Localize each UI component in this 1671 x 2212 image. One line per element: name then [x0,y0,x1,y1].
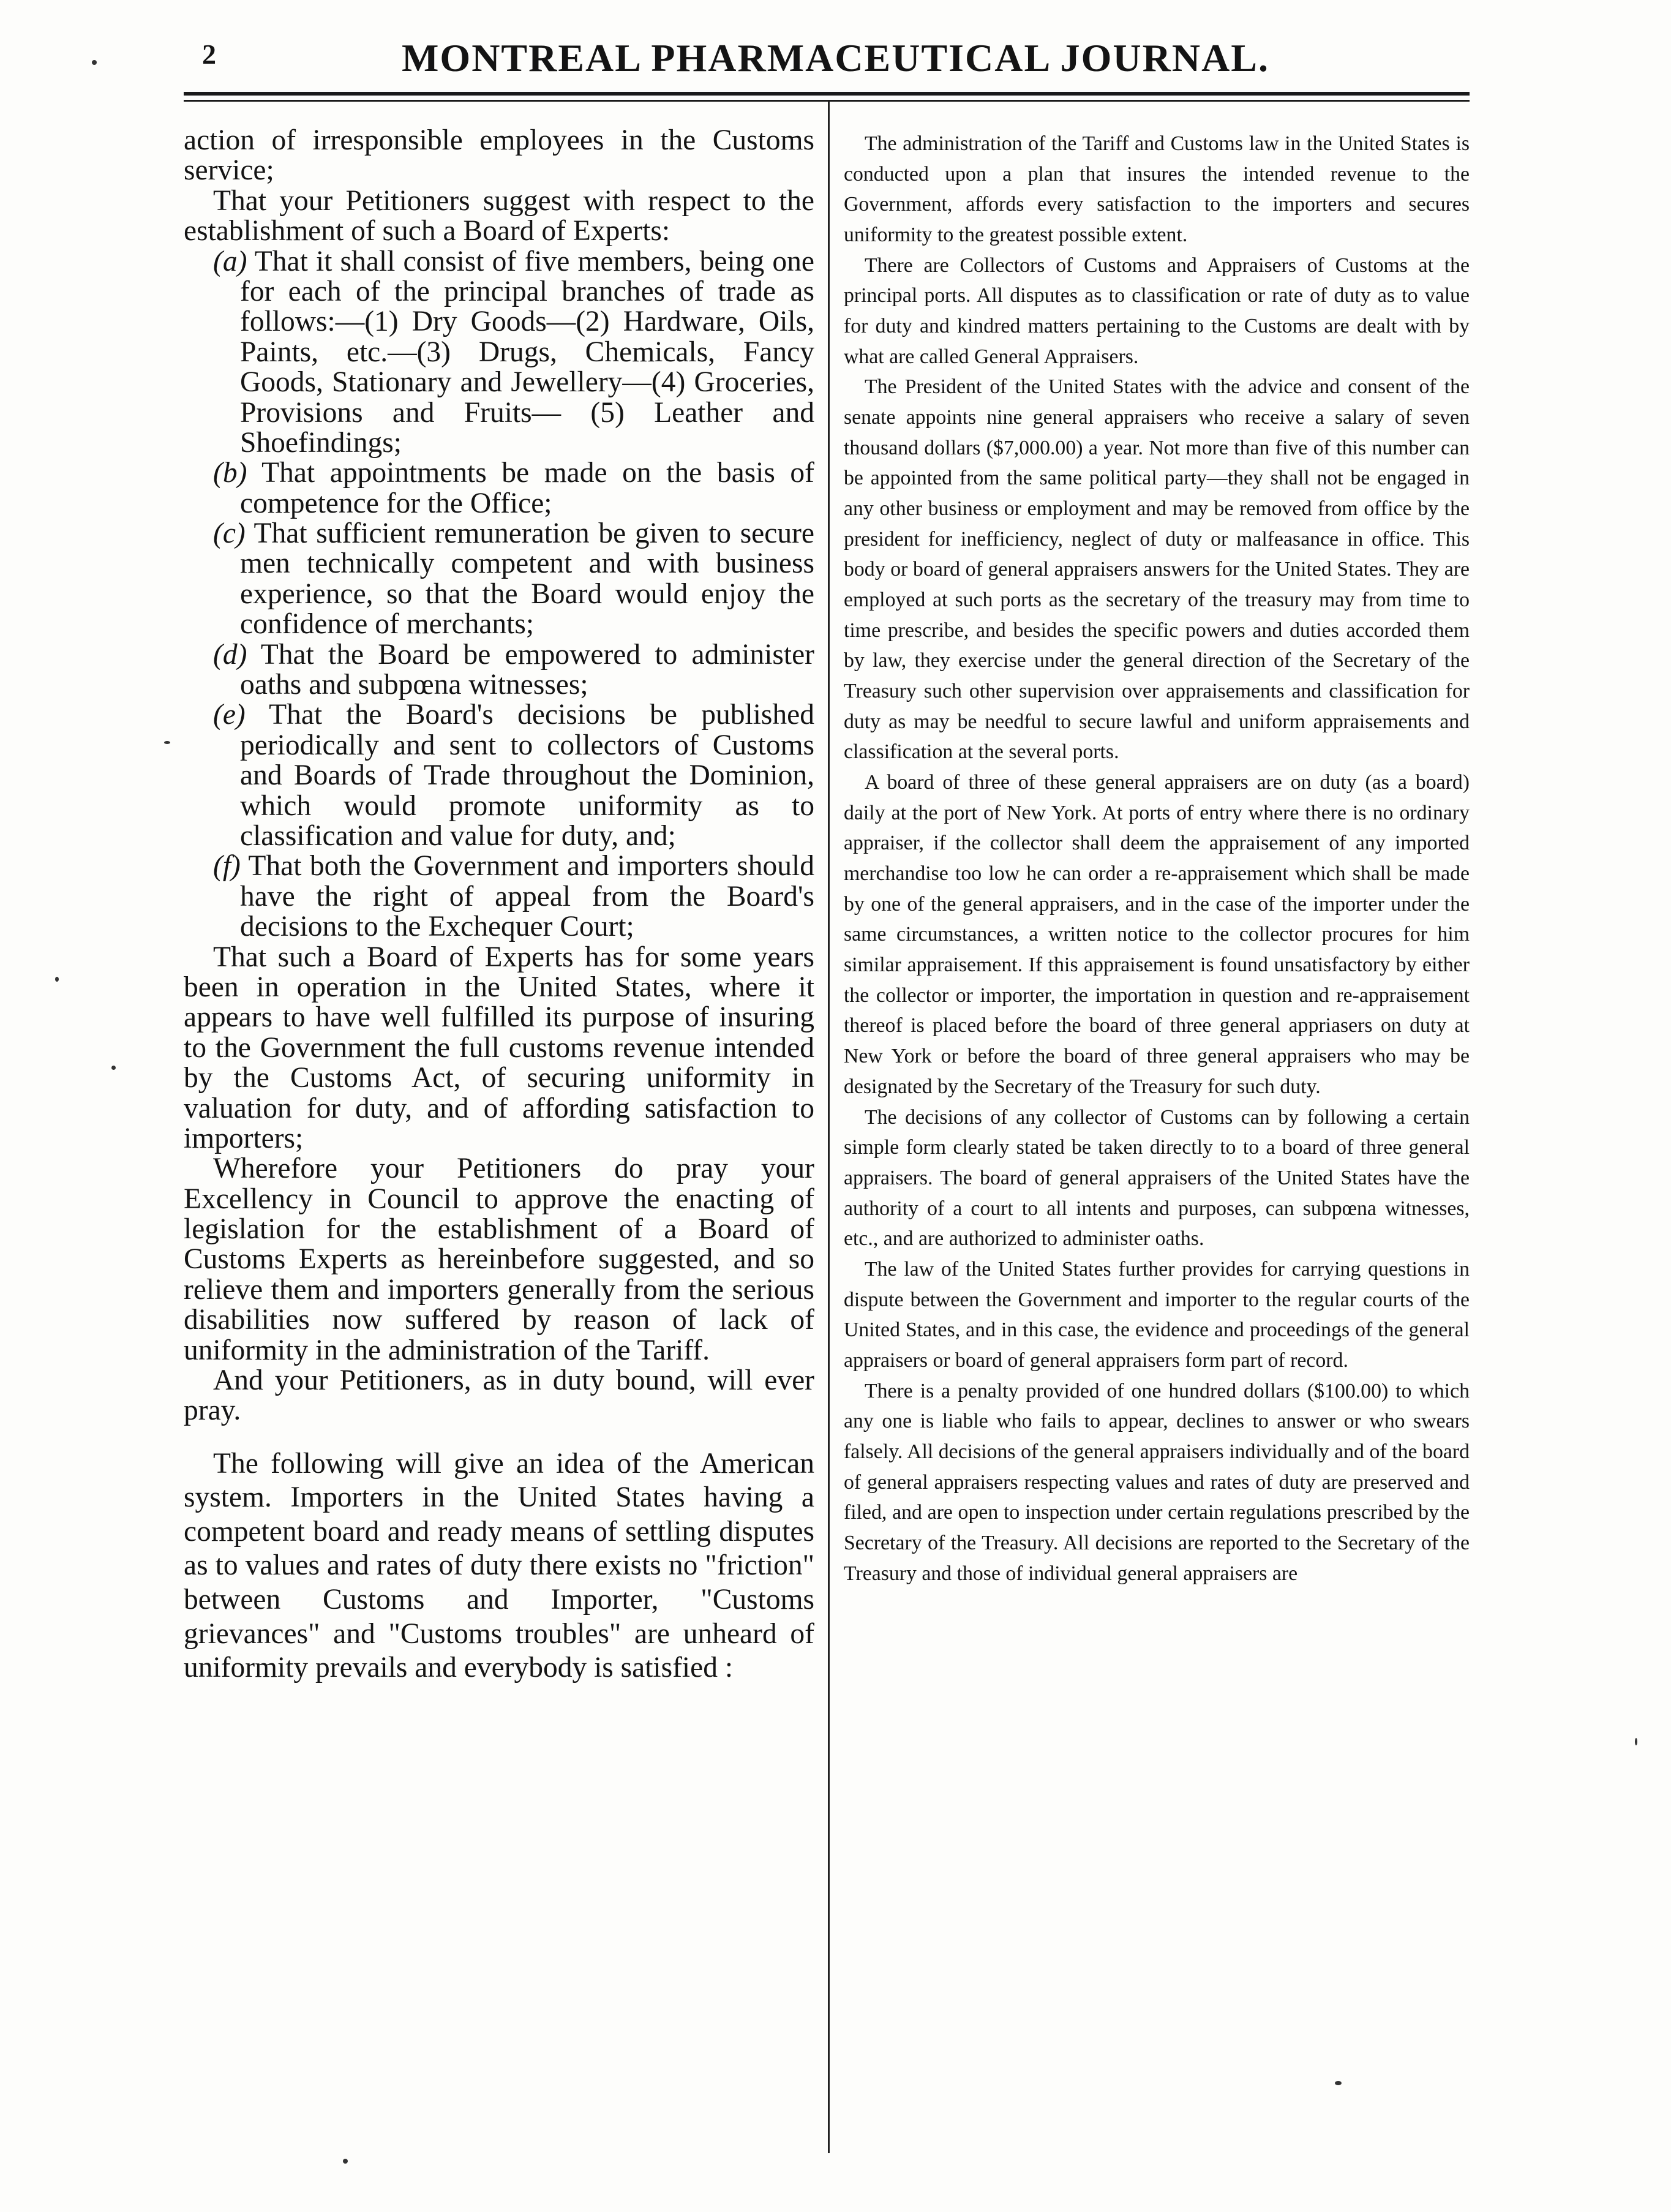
list-item-text: That both the Government and importers should have the right of appeal from the Board's decisions to the Exchequer Court; [240,850,814,943]
scan-speck [55,977,59,982]
list-item-text: That it shall consist of five members, being one for each of the principal branches of trade as follows:—(1) Dry Goods—(2) Hardware, Oils, Paints, etc.—(3) Drugs, Chemicals, Fancy Goods, Stationary and Jewellery—(4) Groceries, Provisions and Fruits— (5) Leather and Shoefindings; [240,245,814,459]
right-paragraph: The decisions of any collector of Customs can by following a certain simple form clearly stated be taken directly to to a board of three general appraisers. The board of general appraisers of the United States have the authority of a court to all intents and purposes, can subpœna witnesses, etc., and are authorized to administer oaths. [844,1105,1470,1251]
right-paragraph: There are Collectors of Customs and Appraisers of Customs at the principal ports. All disputes as to classification or rate of duty as to value for duty and kindred matters pertaining to the Customs are dealt with by what are called General Appraisers. [844,254,1470,368]
left-paragraph: That your Petitioners suggest with respect to the establishment of such a Board of Experts: [184,184,814,247]
list-item [184,458,814,519]
left-paragraph: The following will give an idea of the American system. Importers in the United States having a competent board and ready means of settling disputes as to values and rates of duty there exists no "friction" between Customs and Importer, "Customs grievances" and "Customs troubles" are unheard of uniformity prevails and everybody is satisfied : [184,1447,814,1684]
scan-speck [1635,1738,1637,1745]
scan-speck [111,1066,116,1070]
list-item [184,247,814,459]
scan-speck [164,741,170,744]
header-rule-thin [184,100,1470,102]
list-item-label: (b) [213,457,247,489]
right-column [844,129,1470,1589]
header-rule-thick [184,92,1470,96]
list-item-text: That appointments be made on the basis of competence for the Office; [240,457,814,519]
list-item-text: That sufficient remuneration be given to secure men technically competent and with business experience, so that the Board would enjoy the confidence of merchants; [240,517,814,641]
list-item-label: (f) [213,850,241,882]
scan-speck [1335,2081,1342,2085]
list-item-label: (c) [213,517,246,550]
list-item [184,519,814,640]
page-number: 2 [202,39,216,70]
list-item-text: That the Board be empowered to administer oaths and subpœna witnesses; [240,638,814,701]
list-item [184,851,814,942]
list-item [184,700,814,851]
scan-speck [343,2159,348,2164]
left-paragraph: action of irresponsible employees in the Customs service; [184,124,814,187]
left-paragraph: Wherefore your Petitioners do pray your Excellency in Council to approve the enacting of legislation for the establishment of a Board of Customs Experts as hereinbefore suggested, and so relieve them and importers generally from the serious disabilities now suffered by reason of lack of uniformity in the administration of the Tariff. [184,1153,814,1366]
scan-speck [92,60,97,65]
column-divider [828,102,830,2153]
right-paragraph: There is a penalty provided of one hundred dollars ($100.00) to which any one is liable who fails to appear, declines to answer or who swears falsely. All decisions of the general appraisers individually and of the board of general appraisers respecting values and rates of duty are preserved and filed, and are open to inspection under certain regulations prescribed by the Secretary of the Treasury. All decisions are reported to the Secretary of the Treasury and those of individual general appraisers are [844,1379,1470,1585]
right-paragraph: The administration of the Tariff and Customs law in the United States is conducted upon a plan that insures the intended revenue to the Government, affords every satisfaction to the importers and secures uniformity to the greatest possible extent. [844,132,1470,247]
list-item-label: (e) [213,699,246,731]
left-paragraph: That such a Board of Experts has for some years been in operation in the United States, where it appears to have well fulfilled its purpose of insuring to the Government the full customs revenue intended by the Customs Act, of securing uniformity in valuation for duty, and of affording satisfaction to importers; [184,941,814,1154]
left-paragraph: And your Petitioners, as in duty bound, will ever pray. [184,1364,814,1427]
list-item-label: (a) [213,245,247,277]
right-paragraph: The law of the United States further provides for carrying questions in dispute between the Government and importer to the regular courts of the United States, and in this case, the evidence and proceedings of the general appraisers or board of general appraisers form part of record. [844,1257,1470,1372]
list-item-label: (d) [213,638,247,671]
left-column [184,126,814,1685]
list-item-text: That the Board's decisions be published periodically and sent to collectors of Customs and Boards of Trade throughout the Dominion, which would promote uniformity as to classification and value for duty, and; [240,699,814,852]
journal-title: MONTREAL PHARMACEUTICAL JOURNAL. [402,36,1269,80]
right-paragraph: The President of the United States with the advice and consent of the senate appoints nine general appraisers who receive a salary of seven thousand dollars ($7,000.00) a year. Not more than five of this number can be appointed from the same political party—they shall not be engaged in any other business or employment and may be removed from office by the president for inefficiency, neglect of duty or malfeasance in office. This body or board of general appraisers answers for the United States. They are employed at such ports as the secretary of the treasury may from time to time prescribe, and besides the specific powers and duties accorded them by law, they exercise under the general direction of the Secretary of the Treasury such other supervision over appraisements and classification for duty as may be needful to secure lawful and uniform appraisements and classification at the several ports. [844,375,1470,764]
list-item [184,640,814,701]
right-paragraph: A board of three of these general appraisers are on duty (as a board) daily at the port of New York. At ports of entry where there is no ordinary appraiser, if the collector shall deem the appraisement of any imported merchandise too low he can order a re-appraisement which shall be made by one of the general appraisers, and in the case of the importer under the same circumstances, a written notice to the collector procures for him similar appraisement. If this appraisement is found unsatisfactory by either the collector or importer, the importation in question and re-appraisement thereof is placed before the board of three general appriasers on duty at New York or before the board of three general appraisers who may be designated by the Secretary of the Treasury for such duty. [844,771,1470,1098]
